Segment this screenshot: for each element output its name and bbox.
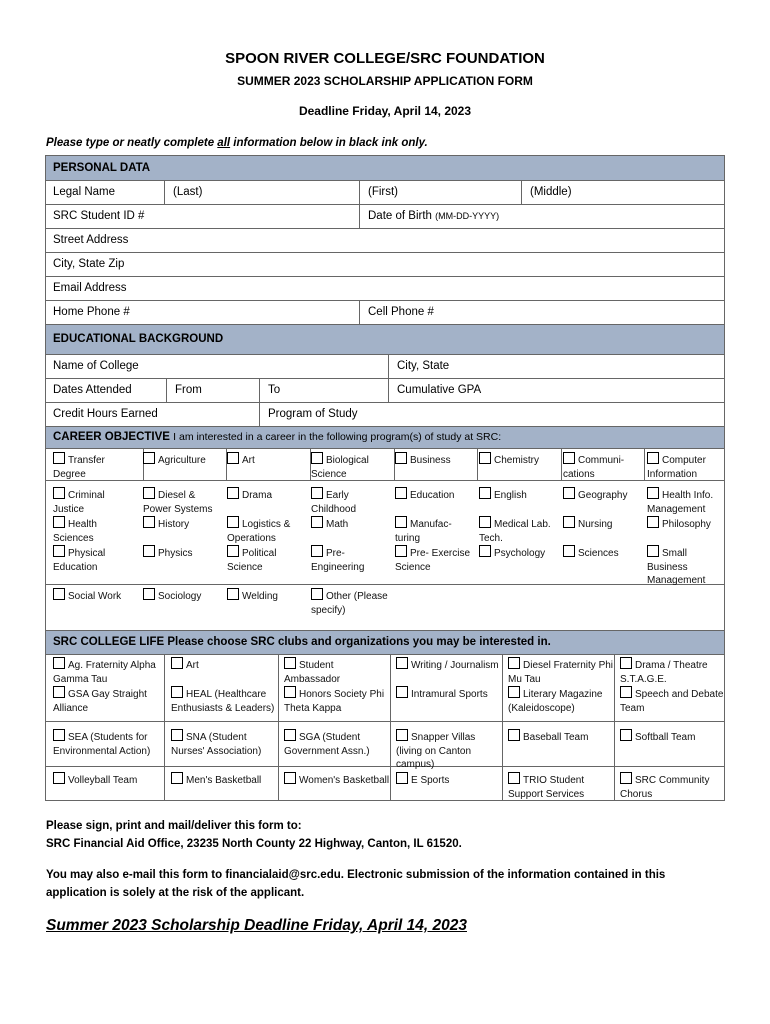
- credits-row[interactable]: [45, 403, 725, 427]
- checkbox-box[interactable]: [53, 588, 65, 600]
- checkbox-box[interactable]: [143, 516, 155, 528]
- checkbox-box[interactable]: [311, 545, 323, 557]
- checkbox-label: Sociology: [158, 591, 202, 602]
- checkbox-label: Pre- Exercise Science: [395, 548, 471, 573]
- college-city-state-field[interactable]: City, State: [397, 360, 450, 372]
- checkbox-box[interactable]: [171, 657, 183, 669]
- checkbox-box[interactable]: [311, 487, 323, 499]
- checkbox-option[interactable]: [396, 657, 502, 673]
- checkbox-option[interactable]: [143, 487, 223, 516]
- checkbox-option[interactable]: [143, 516, 223, 532]
- checkbox-label: SEA (Students for Environmental Action): [53, 732, 151, 757]
- checkbox-option[interactable]: [395, 516, 475, 545]
- checkbox-box[interactable]: [508, 686, 520, 698]
- checkbox-label: Diesel & Power Systems: [143, 490, 213, 515]
- checkbox-label: Computer Information: [647, 455, 706, 480]
- checkbox-box[interactable]: [311, 588, 323, 600]
- checkbox-option[interactable]: [53, 516, 133, 545]
- credit-hours-field[interactable]: Credit Hours Earned: [53, 408, 158, 420]
- education-heading: EDUCATIONAL BACKGROUND: [45, 325, 725, 355]
- checkbox-option[interactable]: [479, 452, 559, 468]
- checkbox-box[interactable]: [563, 452, 575, 464]
- checkbox-box[interactable]: [563, 487, 575, 499]
- checkbox-option[interactable]: [311, 487, 391, 516]
- checkbox-label: Education: [410, 490, 455, 501]
- checkbox-label: SRC Community Chorus: [620, 775, 710, 800]
- checkbox-label: Writing / Journalism: [411, 660, 499, 671]
- checkbox-option[interactable]: [508, 772, 614, 801]
- checkbox-option[interactable]: [647, 452, 727, 481]
- checkbox-box[interactable]: [620, 657, 632, 669]
- dob-field[interactable]: Date of Birth (MM-DD-YYYY): [368, 210, 500, 222]
- checkbox-box[interactable]: [143, 487, 155, 499]
- checkbox-label: Communi- cations: [563, 455, 625, 480]
- checkbox-label: Men's Basketball: [186, 775, 262, 786]
- legal-name-row[interactable]: [45, 181, 725, 205]
- checkbox-label: Biological Science: [311, 455, 369, 480]
- checkbox-box[interactable]: [508, 657, 520, 669]
- checkbox-option[interactable]: [620, 772, 726, 801]
- checkbox-option[interactable]: [508, 729, 614, 745]
- checkbox-label: Logistics & Operations: [227, 519, 291, 544]
- checkbox-box[interactable]: [311, 452, 323, 464]
- checkbox-label: Geography: [578, 490, 628, 501]
- checkbox-box[interactable]: [395, 452, 407, 464]
- checkbox-box[interactable]: [53, 729, 65, 741]
- checkbox-box[interactable]: [396, 729, 408, 741]
- checkbox-box[interactable]: [171, 729, 183, 741]
- checkbox-option[interactable]: [647, 545, 727, 588]
- checkbox-box[interactable]: [508, 772, 520, 784]
- phone-row[interactable]: [45, 301, 725, 325]
- city-state-zip-field[interactable]: City, State Zip: [53, 258, 125, 270]
- checkbox-option[interactable]: [53, 729, 159, 758]
- checkbox-label: HEAL (Healthcare Enthusiasts & Leaders): [171, 689, 275, 714]
- checkbox-box[interactable]: [396, 657, 408, 669]
- checkbox-option[interactable]: [620, 686, 726, 715]
- student-id-field[interactable]: SRC Student ID #: [53, 210, 145, 222]
- checkbox-box[interactable]: [284, 686, 296, 698]
- legal-name-label: Legal Name: [53, 186, 116, 198]
- checkbox-option[interactable]: [620, 729, 726, 745]
- checkbox-box[interactable]: [284, 772, 296, 784]
- to-field[interactable]: To: [268, 384, 281, 396]
- checkbox-option[interactable]: [311, 545, 391, 574]
- form-title: SPOON RIVER COLLEGE/SRC FOUNDATION: [225, 50, 545, 67]
- checkbox-label: Drama: [242, 490, 273, 501]
- checkbox-option[interactable]: [227, 516, 307, 545]
- checkbox-box[interactable]: [311, 516, 323, 528]
- checkbox-label: Physics: [158, 548, 193, 559]
- checkbox-label: Philosophy: [662, 519, 711, 530]
- checkbox-label: Nursing: [578, 519, 613, 530]
- checkbox-box[interactable]: [395, 487, 407, 499]
- checkbox-label: Speech and Debate Team: [620, 689, 724, 714]
- checkbox-box[interactable]: [508, 729, 520, 741]
- checkbox-label: Student Ambassador: [284, 660, 341, 685]
- checkbox-label: Social Work: [68, 591, 122, 602]
- checkbox-label: Literary Magazine (Kaleidoscope): [508, 689, 603, 714]
- checkbox-label: Physical Education: [53, 548, 106, 573]
- checkbox-option[interactable]: [53, 686, 159, 715]
- checkbox-label: History: [158, 519, 190, 530]
- checkbox-option[interactable]: [563, 487, 643, 503]
- deadline-footer: Summer 2023 Scholarship Deadline Friday, April 14, 2023: [46, 917, 467, 934]
- checkbox-label: TRIO Student Support Services: [508, 775, 585, 800]
- checkbox-box[interactable]: [284, 657, 296, 669]
- checkbox-option[interactable]: [284, 772, 390, 788]
- checkbox-option[interactable]: [479, 516, 559, 545]
- checkbox-label: Snapper Villas (living on Canton campus): [396, 732, 476, 770]
- checkbox-option[interactable]: [396, 772, 502, 788]
- from-field[interactable]: From: [175, 384, 202, 396]
- checkbox-label: Art: [242, 455, 255, 466]
- checkbox-box[interactable]: [395, 516, 407, 528]
- checkbox-label: Business: [410, 455, 451, 466]
- checkbox-label: Transfer Degree: [53, 455, 105, 480]
- checkbox-option[interactable]: [227, 487, 307, 503]
- checkbox-option[interactable]: [395, 545, 475, 574]
- deadline-heading: Deadline Friday, April 14, 2023: [298, 104, 472, 118]
- checkbox-label: Sciences: [578, 548, 619, 559]
- checkbox-box[interactable]: [647, 516, 659, 528]
- checkbox-box[interactable]: [53, 772, 65, 784]
- checkbox-box[interactable]: [171, 772, 183, 784]
- mail-instructions: Please sign, print and mail/deliver this form to: SRC Financial Aid Office, 23235 North County 22 Highway, Canton, IL 61520.: [46, 820, 462, 850]
- checkbox-option[interactable]: [143, 452, 223, 468]
- checkbox-label: E Sports: [411, 775, 450, 786]
- student-id-row[interactable]: [45, 205, 725, 229]
- checkbox-label: SNA (Student Nurses' Association): [171, 732, 262, 757]
- checkbox-label: Baseball Team: [523, 732, 589, 743]
- checkbox-box[interactable]: [143, 545, 155, 557]
- instructions: Please type or neatly complete all information below in black ink only.: [46, 137, 428, 149]
- checkbox-option[interactable]: [508, 686, 614, 715]
- home-phone-field[interactable]: Home Phone #: [53, 306, 130, 318]
- dates-attended-label: Dates Attended: [53, 384, 132, 396]
- checkbox-label: Political Science: [227, 548, 277, 573]
- checkbox-option[interactable]: [396, 729, 502, 772]
- checkbox-box[interactable]: [53, 657, 65, 669]
- checkbox-option[interactable]: [508, 657, 614, 686]
- checkbox-box[interactable]: [284, 729, 296, 741]
- checkbox-option[interactable]: [284, 729, 390, 758]
- checkbox-option[interactable]: [171, 729, 277, 758]
- email-instructions: You may also e-mail this form to financialaid@src.edu. Electronic submission of the information contained in this application is solely at the risk of the applicant.: [46, 869, 666, 899]
- checkbox-option[interactable]: [227, 452, 307, 468]
- personal-data-heading: PERSONAL DATA: [45, 155, 725, 181]
- checkbox-option[interactable]: [143, 545, 223, 561]
- checkbox-label: Ag. Fraternity Alpha Gamma Tau: [53, 660, 156, 685]
- checkbox-label: Medical Lab. Tech.: [479, 519, 551, 544]
- program-field[interactable]: Program of Study: [268, 408, 358, 420]
- checkbox-label: Honors Society Phi Theta Kappa: [284, 689, 385, 714]
- checkbox-option[interactable]: [53, 657, 159, 686]
- checkbox-option[interactable]: [311, 588, 391, 617]
- checkbox-label: Small Business Management: [647, 548, 706, 586]
- cell-phone-field[interactable]: Cell Phone #: [368, 306, 434, 318]
- checkbox-option[interactable]: [53, 452, 133, 481]
- checkbox-option[interactable]: [479, 545, 559, 561]
- checkbox-label: GSA Gay Straight Alliance: [53, 689, 147, 714]
- checkbox-option[interactable]: [647, 487, 727, 516]
- checkbox-option[interactable]: [563, 516, 643, 532]
- checkbox-label: Early Childhood: [311, 490, 357, 515]
- checkbox-box[interactable]: [620, 686, 632, 698]
- checkbox-option[interactable]: [563, 452, 643, 481]
- career-heading: CAREER OBJECTIVE I am interested in a career in the following program(s) of study at SRC:: [45, 427, 725, 449]
- checkbox-box[interactable]: [647, 487, 659, 499]
- checkbox-label: Health Info. Management: [647, 490, 714, 515]
- checkbox-option[interactable]: [143, 588, 223, 604]
- checkbox-box[interactable]: [396, 772, 408, 784]
- checkbox-label: English: [494, 490, 527, 501]
- checkbox-label: Health Sciences: [53, 519, 97, 544]
- checkbox-box[interactable]: [227, 452, 239, 464]
- checkbox-label: Softball Team: [635, 732, 696, 743]
- gpa-field[interactable]: Cumulative GPA: [397, 384, 482, 396]
- checkbox-option[interactable]: [620, 657, 726, 686]
- checkbox-box[interactable]: [479, 452, 491, 464]
- street-address-row[interactable]: [45, 229, 725, 253]
- checkbox-box[interactable]: [227, 516, 239, 528]
- checkbox-label: Women's Basketball: [299, 775, 390, 786]
- middle-name-field[interactable]: (Middle): [530, 186, 572, 198]
- street-address-field[interactable]: Street Address: [53, 234, 129, 246]
- dates-row[interactable]: [45, 379, 725, 403]
- checkbox-box[interactable]: [479, 487, 491, 499]
- checkbox-option[interactable]: [647, 516, 727, 532]
- checkbox-option[interactable]: [311, 516, 391, 532]
- last-name-field[interactable]: (Last): [173, 186, 203, 198]
- checkbox-label: Drama / Theatre S.T.A.G.E.: [620, 660, 708, 685]
- checkbox-option[interactable]: [171, 686, 277, 715]
- checkbox-box[interactable]: [227, 588, 239, 600]
- checkbox-box[interactable]: [479, 545, 491, 557]
- checkbox-label: Psychology: [494, 548, 546, 559]
- checkbox-box[interactable]: [53, 516, 65, 528]
- checkbox-box[interactable]: [53, 686, 65, 698]
- checkbox-box[interactable]: [479, 516, 491, 528]
- checkbox-option[interactable]: [563, 545, 643, 561]
- checkbox-label: Manufac- turing: [395, 519, 452, 544]
- college-row[interactable]: [45, 355, 725, 379]
- checkbox-label: Pre- Engineering: [311, 548, 365, 573]
- email-field[interactable]: Email Address: [53, 282, 127, 294]
- first-name-field[interactable]: (First): [368, 186, 399, 198]
- checkbox-option[interactable]: [171, 657, 277, 673]
- checkbox-option[interactable]: [53, 772, 159, 788]
- checkbox-label: Agriculture: [158, 455, 206, 466]
- checkbox-option[interactable]: [171, 772, 277, 788]
- checkbox-label: Math: [326, 519, 349, 530]
- checkbox-option[interactable]: [227, 588, 307, 604]
- checkbox-option[interactable]: [53, 545, 133, 574]
- checkbox-box[interactable]: [53, 545, 65, 557]
- checkbox-label: Diesel Fraternity Phi Mu Tau: [508, 660, 614, 685]
- checkbox-label: Chemistry: [494, 455, 540, 466]
- checkbox-option[interactable]: [53, 487, 133, 516]
- checkbox-label: Other (Please specify): [311, 591, 388, 616]
- checkbox-option[interactable]: [227, 545, 307, 574]
- checkbox-option[interactable]: [311, 452, 391, 481]
- checkbox-option[interactable]: [284, 657, 390, 686]
- checkbox-option[interactable]: [479, 487, 559, 503]
- checkbox-box[interactable]: [620, 729, 632, 741]
- checkbox-box[interactable]: [395, 545, 407, 557]
- checkbox-box[interactable]: [227, 545, 239, 557]
- checkbox-box[interactable]: [53, 487, 65, 499]
- checkbox-box[interactable]: [620, 772, 632, 784]
- checkbox-label: SGA (Student Government Assn.): [284, 732, 370, 757]
- college-life-heading: SRC COLLEGE LIFE Please choose SRC clubs and organizations you may be interested in.: [45, 631, 725, 655]
- checkbox-box[interactable]: [647, 452, 659, 464]
- checkbox-box[interactable]: [647, 545, 659, 557]
- checkbox-option[interactable]: [284, 686, 390, 715]
- email-row[interactable]: [45, 277, 725, 301]
- checkbox-box[interactable]: [227, 487, 239, 499]
- checkbox-option[interactable]: [395, 452, 475, 468]
- checkbox-label: Welding: [242, 591, 278, 602]
- checkbox-box[interactable]: [563, 545, 575, 557]
- checkbox-label: Art: [186, 660, 199, 671]
- checkbox-label: Intramural Sports: [411, 689, 488, 700]
- checkbox-option[interactable]: [53, 588, 133, 604]
- form-subtitle: SUMMER 2023 SCHOLARSHIP APPLICATION FORM: [237, 74, 533, 88]
- checkbox-box[interactable]: [396, 686, 408, 698]
- checkbox-box[interactable]: [563, 516, 575, 528]
- checkbox-label: Criminal Justice: [53, 490, 105, 515]
- checkbox-box[interactable]: [53, 452, 65, 464]
- checkbox-option[interactable]: [396, 686, 502, 702]
- city-state-zip-row[interactable]: [45, 253, 725, 277]
- checkbox-box[interactable]: [143, 588, 155, 600]
- checkbox-option[interactable]: [395, 487, 475, 503]
- checkbox-box[interactable]: [143, 452, 155, 464]
- checkbox-label: Volleyball Team: [68, 775, 138, 786]
- college-name-field[interactable]: Name of College: [53, 360, 139, 372]
- checkbox-box[interactable]: [171, 686, 183, 698]
